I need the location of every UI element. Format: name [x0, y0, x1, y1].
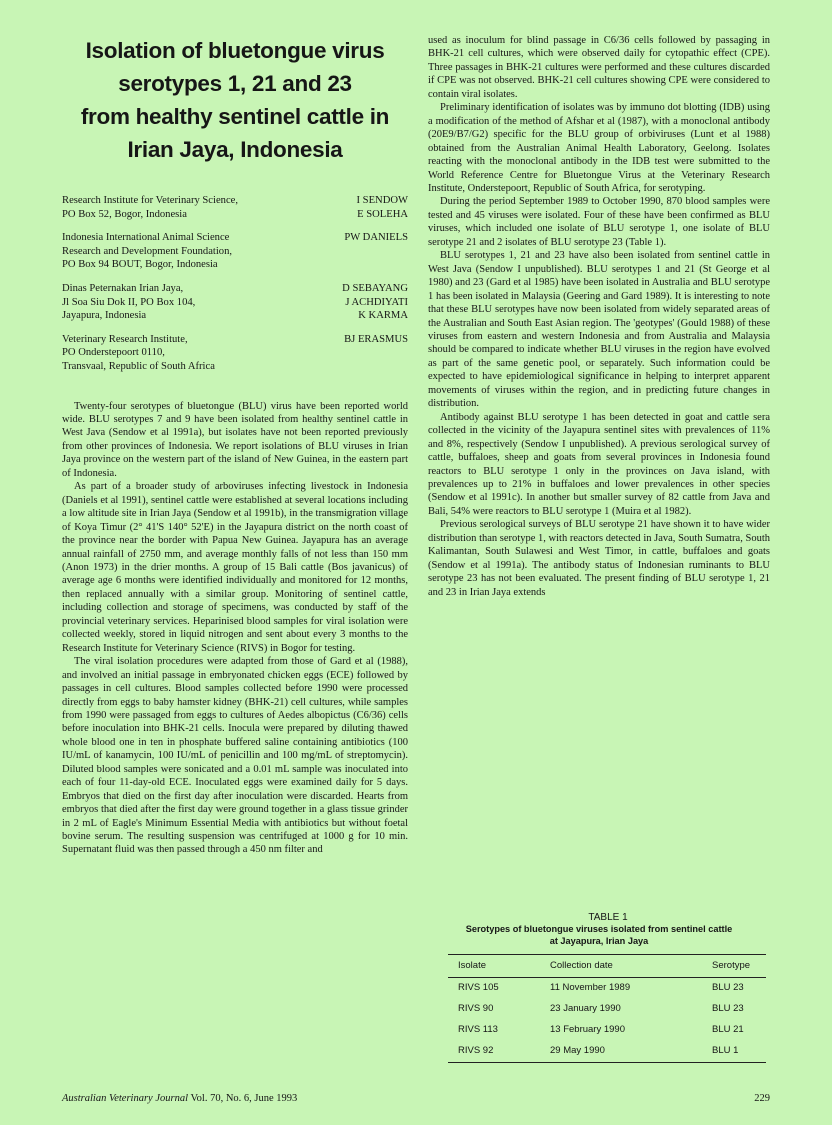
- institution-line: PO Onderstepoort 0110,: [62, 347, 165, 359]
- table-cell: 29 May 1990: [550, 1041, 712, 1063]
- body-paragraph: The viral isolation procedures were adapted from those of Gard et al (1988), and involved an initial passage in embryonated chicken eggs (ECE) followed by passages in cell cultures. Blood samples collected before 1990 were processed directly from eggs to baby hamster kidney (BHK-21) cell cultures, while samples from 1990 were passaged from eggs to cultures of Aedes albopictus (C6/36) cells before inoculation into BHK-21 cells. Inocula were prepared by diluting thawed whole blood one in ten in phosphate buffered saline containing antibiotics (100 IU/mL of kanamycin, 100 IU/mL of penicillin and 100 mg/mL of streptomycin). Diluted blood samples were sonicated and a 0.01 mL sample was inoculated into each of four 11-day-old ECE. Inoculated eggs were examined daily for 5 days. Embryos that died on the first day after inoculation were discarded. Hearts from embryos that died after the first day were ground together in a glass tissue grinder in 2 mL of Eagle's Minimum Essential Media with antibiotics but without foetal bovine serum. The resulting suspension was centrifuged at 1000 g for 10 min. Supernatant fluid was then passed through a 450 nm filter and: [62, 656, 408, 856]
- journal-name: Australian Veterinary Journal: [62, 1093, 188, 1104]
- table-cell: RIVS 92: [448, 1041, 550, 1063]
- table-cell: 13 February 1990: [550, 1024, 625, 1035]
- caption-line: at Jayapura, Irian Jaya: [549, 935, 649, 946]
- body-paragraph: BLU serotypes 1, 21 and 23 have also been isolated from sentinel cattle in West Java (Sendow I unpublished). BLU serotypes 1 and 21 (St George et al 1980) and 23 (Gard et al 1985) have been isolated in Australia and BLU serotype 1 has been isolated in Malaysia (Geering and Gard 1989). It is interesting to note that these BLU serotypes have now been isolated from widely separated areas of the Australian and South East Asian region. The 'geotypes' (Gould 1988) of these viruses from eastern and western Indonesia and from Australia and Malaysia should be compared to indicate whether BLU viruses in the region have evolved as part of the same genetic pool, or separately. Such information could be expected to have epidemiological significance in helping to interpret apparent movements of viruses within the region, and in predicting future changes in distribution.: [428, 250, 770, 410]
- title-line: serotypes 1, 21 and 23: [118, 71, 352, 96]
- institution-line: Jayapura, Indonesia: [62, 310, 147, 322]
- affiliation: [62, 194, 408, 221]
- table-cell: BLU 1: [712, 1041, 766, 1063]
- author-name: E SOLEHA: [357, 208, 408, 220]
- affiliation: [62, 333, 408, 374]
- affiliation: [62, 231, 408, 272]
- institution-line: Research Institute for Veterinary Science,: [62, 195, 239, 206]
- author-name: PW DANIELS: [344, 232, 408, 244]
- author-name: K KARMA: [358, 310, 408, 322]
- table-row: [448, 978, 766, 1000]
- body-paragraph: Antibody against BLU serotype 1 has been detected in goat and cattle sera collected in the vicinity of the Jayapura sentinel sites with prevalences of 11% and 8%, respectively (Sendow I unpublished). A previous serological survey of cattle, buffaloes, sheep and goats from several provinces in Indonesia found reactors to BLU serotype 1 only in the provinces on Java island, with prevalences up to 21% in buffaloes and lower prevalences in other species (Sendow et al 1991c). In another but smaller survey of 82 cattle from Java and Bali, 54% were reactors to BLU serotype 1 (Muira et al 1982).: [428, 411, 770, 517]
- title-line: from healthy sentinel cattle in: [80, 104, 390, 129]
- table-cell: BLU 21: [712, 1024, 744, 1035]
- institution-line: PO Box 52, Bogor, Indonesia: [62, 208, 187, 220]
- institution-line: Indonesia International Animal Science: [62, 232, 230, 244]
- body-paragraph: As part of a broader study of arboviruses infecting livestock in Indonesia (Daniels et al 1991), sentinel cattle were established at several locations including a low altitude site in Irian Jaya (Sendow et al 1991b), in the transmigration village of Koya Timur (2° 41'S 140° 52'E) in the Jayapura district on the north coast of the province near the border with Papua New Guinea. Jayapura has an average annual rainfall of 2750 mm, and average monthly falls of not less than 150 mm (Anon 1973) in the drier months. A group of 15 Bali cattle (Bos javanicus) of average age 6 months were identified individually and monitored for 12 months, then replaced annually with a similar group. Monitoring of sentinel cattle, including collection and storage of specimens, was conducted by staff of the provincial veterinary services. Heparinised blood samples for viral isolation were collected weekly, stored in liquid nitrogen and sent about every 3 months to the Research Institute for Veterinary Science (RIVS) in Bogor for testing.: [62, 481, 408, 654]
- table-cell: BLU 23: [712, 982, 744, 993]
- table-label: TABLE 1: [588, 912, 628, 923]
- institution-line: Research and Development Foundation,: [62, 245, 233, 257]
- table-cell: RIVS 113: [458, 1024, 498, 1035]
- table-cell: RIVS 90: [458, 1003, 494, 1014]
- body-paragraph: used as inoculum for blind passage in C6/36 cells followed by passaging in BHK-21 cell cultures, which were observed daily for cytopathic effect (CPE). Three passages in BHK-21 cultures were performed and these cultures discarded if CPE was not observed. BHK-21 cell cultures showing CPE were considered to contain viral isolates.: [428, 35, 770, 100]
- body-paragraph: Previous serological surveys of BLU serotype 21 have shown it to have wider distribution than serotype 1, with reactors detected in Java, South Sumatra, South Kalimantan, South Sulawesi and West Timor, in cattle, buffaloes and goats (Sendow et al 1991a). The antibody status of Indonesian ruminants to BLU serotype 23 has not been evaluated. The present finding of BLU serotype 1, 21 and 23 in Irian Jaya extends: [428, 519, 770, 598]
- column-header: Collection date: [550, 955, 712, 978]
- table-header-row: [448, 955, 766, 978]
- article-title: [62, 34, 408, 166]
- table-cell: RIVS 105: [458, 982, 499, 993]
- caption-line: Serotypes of bluetongue viruses isolated from sentinel cattle: [465, 924, 733, 934]
- affiliations: [62, 194, 408, 374]
- body-paragraph: During the period September 1989 to October 1990, 870 blood samples were tested and 45 viruses were isolated. Four of these have been confirmed as BLU viruses, which included one isolate of BLU serotype 1, one isolate of BLU serotype 21 and 2 isolates of BLU serotype 23 (Table 1).: [428, 196, 770, 248]
- author-name: D SEBAYANG: [342, 282, 408, 294]
- table-cell: 11 November 1989: [550, 982, 631, 993]
- table-row: [448, 999, 766, 1020]
- table-1: [428, 912, 770, 1063]
- table-caption: [428, 924, 770, 947]
- table-row: [448, 1020, 766, 1041]
- column-header: Isolate: [448, 955, 550, 978]
- title-line: Irian Jaya, Indonesia: [127, 137, 343, 162]
- right-column: [428, 34, 770, 599]
- institution-line: Transvaal, Republic of South Africa: [62, 360, 215, 372]
- column-header: Serotype: [712, 955, 766, 978]
- left-column: [62, 34, 408, 857]
- institution-line: PO Box 94 BOUT, Bogor, Indonesia: [62, 259, 218, 271]
- page-number: 229: [754, 1093, 770, 1104]
- author-name: BJ ERASMUS: [344, 333, 408, 345]
- table-cell: 23 January 1990: [550, 1003, 621, 1014]
- title-line: Isolation of bluetongue virus: [85, 38, 385, 63]
- institution-line: Jl Soa Siu Dok II, PO Box 104,: [62, 296, 196, 308]
- table-cell: BLU 23: [712, 1003, 744, 1014]
- page-footer: [62, 1093, 770, 1104]
- author-name: J ACHDIYATI: [345, 296, 408, 308]
- body-paragraph: Twenty-four serotypes of bluetongue (BLU) virus have been reported world wide. BLU serotypes 7 and 9 have been isolated from healthy sentinel cattle in West Java (Sendow et al 1991a), but isolates have not been reported previously from other provinces of Indonesia. We report isolations of BLU viruses in Irian Jaya province on the western part of the island of New Guinea, in the eastern part of Indonesia.: [62, 400, 408, 479]
- author-name: I SENDOW: [356, 195, 408, 206]
- institution-line: Dinas Peternakan Irian Jaya,: [62, 282, 184, 294]
- table-row: [448, 1041, 766, 1063]
- journal-issue: Vol. 70, No. 6, June 1993: [190, 1093, 298, 1104]
- affiliation: [62, 282, 408, 323]
- body-paragraph: Preliminary identification of isolates was by immuno dot blotting (IDB) using a modification of the method of Afshar et al (1987), with a monoclonal antibody (20E9/B7/G2) specific for the BLU group of orbiviruses (Lunt et al 1988) obtained from the Australian Animal Health Laboratory, Geelong. Isolates reacting with the monoclonal antibody in the IDB test were submitted to the World Reference Centre for Bluetongue Virus at the Veterinary Research Institute, Onderstepoort, Republic of South Africa, for serotyping.: [428, 102, 770, 194]
- serotype-table: [448, 954, 766, 1063]
- journal-citation: [62, 1093, 297, 1104]
- institution-line: Veterinary Research Institute,: [62, 333, 188, 345]
